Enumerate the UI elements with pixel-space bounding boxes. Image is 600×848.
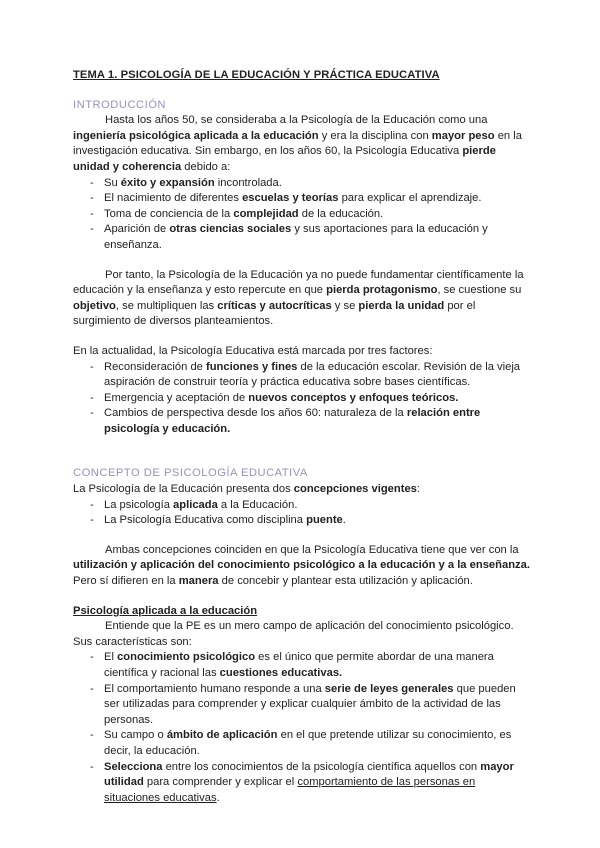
bold-text: utilización y aplicación del conocimiento psicológico a la educación y a la enseñanza. (73, 559, 530, 572)
aplicada-paragraph-1 (73, 619, 533, 650)
subheading-psicologia-aplicada: Psicología aplicada a la educación (73, 604, 258, 617)
text-run: debido a: (181, 160, 231, 173)
text-run: y era la disciplina con (318, 129, 432, 142)
list-item (73, 650, 533, 681)
text-run: . (216, 791, 220, 804)
text-run: Su (104, 176, 121, 189)
bold-text: relación entre psicología y educación. (104, 407, 481, 435)
text-run: por el surgimiento de diversos planteamientos. (73, 299, 476, 328)
list-item (73, 222, 533, 253)
list-item (73, 191, 533, 207)
text-run: para explicar el aprendizaje. (338, 192, 482, 205)
text-run: En la actualidad, la Psicología Educativa está marcada por tres factores: (73, 344, 433, 357)
concepto-paragraph-2 (73, 543, 533, 590)
text-run: y se (331, 299, 359, 312)
intro-paragraph-3 (73, 344, 533, 360)
bold-text: conocimiento psicológico (117, 651, 256, 664)
bold-text: cuestiones educativas. (219, 667, 343, 679)
text-run: entre los conocimientos de la psicología científica aquellos con (162, 760, 481, 773)
list-item (73, 360, 533, 391)
text-run: : (416, 483, 421, 496)
text-run: de la educación. (298, 207, 384, 220)
text-run: que pueden ser utilizadas para comprender y explicar cualquier ámbito de la actividad de las personas. (104, 682, 516, 726)
text-run: Hasta los años 50, se consideraba a la Psicología de la Educación como una (105, 114, 488, 127)
text-run: para comprender y explicar el (143, 776, 298, 789)
bold-text: mayor utilidad (104, 760, 514, 789)
text-run: , se multipliquen las (115, 299, 218, 312)
text-run: Entiende que la PE es un mero campo de aplicación del conocimiento psicológico. Sus características son: (73, 620, 514, 648)
section-heading-introduccion: INTRODUCCIÓN (73, 98, 167, 111)
bold-text: concepciones vigentes (293, 483, 417, 496)
bold-text: manera (178, 575, 219, 588)
bold-text: puente (306, 514, 343, 527)
text-run: y sus aportaciones para la educación y enseñanza. (104, 223, 488, 251)
concepto-list-1 (73, 498, 533, 529)
bold-text: nuevos conceptos y enfoques teóricos. (248, 391, 459, 404)
bold-text: éxito y expansión (120, 176, 215, 189)
text-run: La psicología (104, 498, 174, 511)
bold-text: serie de leyes generales (324, 682, 454, 695)
bold-text: ingeniería psicológica aplicada a la educación (73, 129, 319, 142)
text-run: Por tanto, la Psicología de la Educación ya no puede fundamentar científicamente la educación y la enseñanza y esto repercute en que (73, 268, 524, 297)
bold-text: otras ciencias sociales (169, 223, 292, 236)
text-run: La Psicología Educativa como disciplina (104, 514, 307, 527)
bold-text: pierda protagonismo (326, 284, 438, 297)
text-run: Cambios de perspectiva desde los años 60: naturaleza de la (104, 407, 407, 420)
text-run: El (104, 651, 118, 664)
section-heading-concepto: CONCEPTO DE PSICOLOGÍA EDUCATIVA (73, 467, 308, 480)
bold-text: escuelas y teorías (242, 192, 339, 205)
concepto-paragraph-1 (73, 482, 533, 498)
list-item (73, 728, 533, 759)
bold-text: complejidad (233, 207, 299, 220)
text-run: Su campo o (104, 729, 167, 742)
list-item (73, 513, 533, 529)
text-run: El nacimiento de diferentes (104, 192, 243, 205)
text-run: Ambas concepciones coinciden en que la Psicología Educativa tiene que ver con la (105, 543, 519, 556)
intro-list-2 (73, 360, 533, 438)
aplicada-list-1 (73, 650, 533, 806)
bold-text: Selecciona (104, 760, 163, 773)
intro-list-1 (73, 176, 533, 254)
text-run: de concebir y plantear esta utilización y aplicación. (218, 575, 473, 588)
text-run: Toma de conciencia de la (104, 207, 234, 220)
list-item (73, 391, 533, 407)
bold-text: pierde unidad y coherencia (73, 145, 496, 173)
bold-text: funciones y fines (206, 360, 298, 373)
text-run: , se cuestione su (437, 284, 522, 297)
bold-text: críticas y autocríticas (217, 299, 332, 312)
text-run: . (342, 514, 346, 527)
intro-paragraph-1 (73, 113, 533, 175)
text-run: de la educación escolar. Revisión de la vieja aspiración de construir teoría y práctica educativa sobre bases científicas. (104, 360, 521, 389)
bold-text: pierda la unidad (358, 299, 445, 312)
list-item (73, 406, 533, 437)
list-item (73, 682, 533, 729)
text-run: El comportamiento humano responde a una (104, 682, 325, 695)
text-run: Emergencia y aceptación de (104, 391, 249, 404)
text-run: Aparición de (104, 223, 170, 236)
text-run: incontrolada. (214, 176, 282, 189)
document-title: TEMA 1. PSICOLOGÍA DE LA EDUCACIÓN Y PRÁCTICA EDUCATIVA (73, 69, 440, 81)
list-item (73, 498, 533, 514)
text-run: a la Educación. (217, 498, 298, 511)
text-run: Reconsideración de (104, 360, 206, 373)
document-page (73, 68, 533, 806)
list-item (73, 760, 533, 807)
underlined-text: comportamiento de las personas en situaciones educativas (104, 776, 476, 804)
text-run: La Psicología de la Educación presenta dos (73, 483, 294, 496)
intro-paragraph-2 (73, 268, 533, 330)
bold-text: ámbito de aplicación (166, 729, 278, 742)
text-run: Pero sí difieren en la (73, 575, 179, 588)
bold-text: mayor peso (431, 129, 495, 142)
text-run: en el que pretende utilizar su conocimiento, es decir, la educación. (104, 729, 512, 757)
list-item (73, 176, 533, 192)
text-run: es el único que permite abordar de una manera científica y racional las (104, 651, 494, 679)
bold-text: aplicada (173, 498, 218, 511)
text-run: en la investigación educativa. Sin embargo, en los años 60, la Psicología Educativa (73, 129, 522, 158)
list-item (73, 207, 533, 223)
bold-text: objetivo (73, 299, 116, 312)
